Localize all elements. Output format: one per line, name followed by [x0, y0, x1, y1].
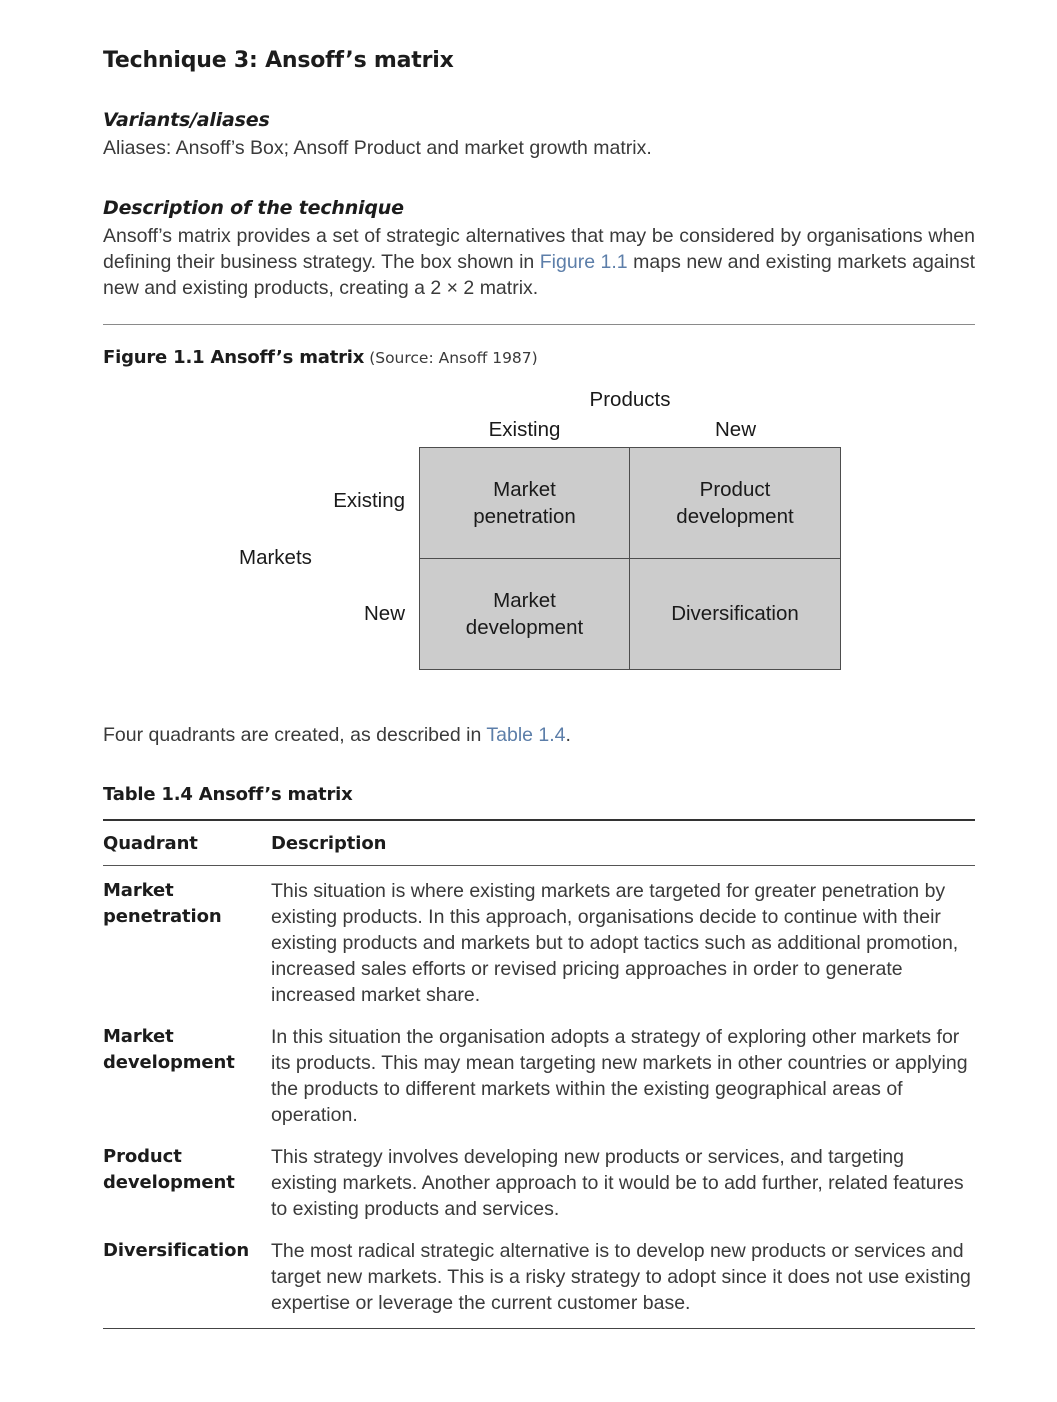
table-row [103, 1132, 975, 1226]
cell-description [271, 1132, 975, 1226]
description-text-part2: maps new and existing markets against new and existing products, creating a 2 × 2 matrix. [103, 251, 975, 299]
matrix-cell-diversification: Diversification [671, 602, 799, 626]
matrix-cell-product-development: Product development [630, 448, 840, 559]
table-title: Table 1.4 Ansoff’s matrix [103, 784, 353, 805]
section-heading-description: Description of the technique [103, 197, 404, 219]
after-figure-paragraph [103, 722, 975, 748]
variants-paragraph: Aliases: Ansoff’s Box; Ansoff Product and market growth matrix. [103, 137, 652, 159]
column-header-description: Description [271, 820, 975, 866]
table-body [103, 866, 975, 1329]
table-1-4-link[interactable]: Table 1.4 [486, 724, 566, 746]
matrix-grid [419, 447, 841, 670]
cell-quadrant: Market penetration [103, 880, 222, 927]
after-figure-text-part1: Four quadrants are created, as described in [103, 724, 487, 746]
matrix-axis-label-products: Products [589, 388, 671, 411]
cell-quadrant: Product development [103, 1146, 235, 1193]
cell-description [271, 1012, 975, 1132]
table-row [103, 866, 975, 1013]
matrix-cell-market-development: Market development [420, 559, 630, 670]
figure-caption-title: Figure 1.1 Ansoff’s matrix [103, 347, 365, 368]
matrix-axis-label-markets: Markets [239, 546, 312, 569]
cell-description [271, 866, 975, 1013]
text-content-column [103, 0, 975, 301]
figure-caption-source: (Source: Ansoff 1987) [369, 349, 538, 367]
matrix-row-header-existing: Existing [333, 489, 405, 512]
page-title: Technique 3: Ansoff’s matrix [103, 48, 454, 73]
figure-1-1-link[interactable]: Figure 1.1 [539, 251, 628, 273]
description-text-part1: Ansoff’s matrix provides a set of strategic alternatives that may be considered by organisations when defining their business strategy. The box shown in [103, 225, 975, 273]
matrix-column-header-existing: Existing [488, 418, 561, 441]
table-row [103, 1226, 975, 1329]
after-figure-text-part2: . [565, 724, 571, 746]
matrix-cell-market-penetration: Market penetration [420, 448, 630, 559]
cell-description [271, 1226, 975, 1329]
description-paragraph [103, 223, 975, 301]
section-heading-variants: Variants/aliases [103, 109, 270, 131]
description-text: This situation is where existing markets are targeted for greater penetration by existing products. In this approach, organisations decide to continue with their existing products and markets but to adopt tactics such as additional promotion, increased sales efforts or revised pricing approaches in order to generate increased market share. [271, 880, 959, 1006]
ansoff-quadrant-table [103, 819, 975, 1329]
description-text: The most radical strategic alternative is to develop new products or services and target new markets. This is a risky strategy to adopt since it does not use existing expertise or leverage the current customer base. [271, 1240, 971, 1314]
description-text: This strategy involves developing new products or services, and targeting existing markets. Another approach to it would be to add further, related features to existing products and services. [271, 1146, 964, 1220]
figure-top-rule [103, 324, 975, 325]
description-text: In this situation the organisation adopts a strategy of exploring other markets for its products. This may mean targeting new markets in other countries or applying the products to different markets within the existing geographical areas of operation. [271, 1026, 968, 1126]
cell-quadrant: Market development [103, 1026, 235, 1073]
matrix-row-header-new: New [363, 602, 405, 625]
column-header-quadrant: Quadrant [103, 820, 271, 866]
cell-quadrant: Diversification [103, 1226, 271, 1329]
table-header-row [103, 820, 975, 866]
table-row [103, 1012, 975, 1132]
figure-caption [103, 347, 975, 368]
matrix-column-header-new: New [714, 418, 756, 441]
